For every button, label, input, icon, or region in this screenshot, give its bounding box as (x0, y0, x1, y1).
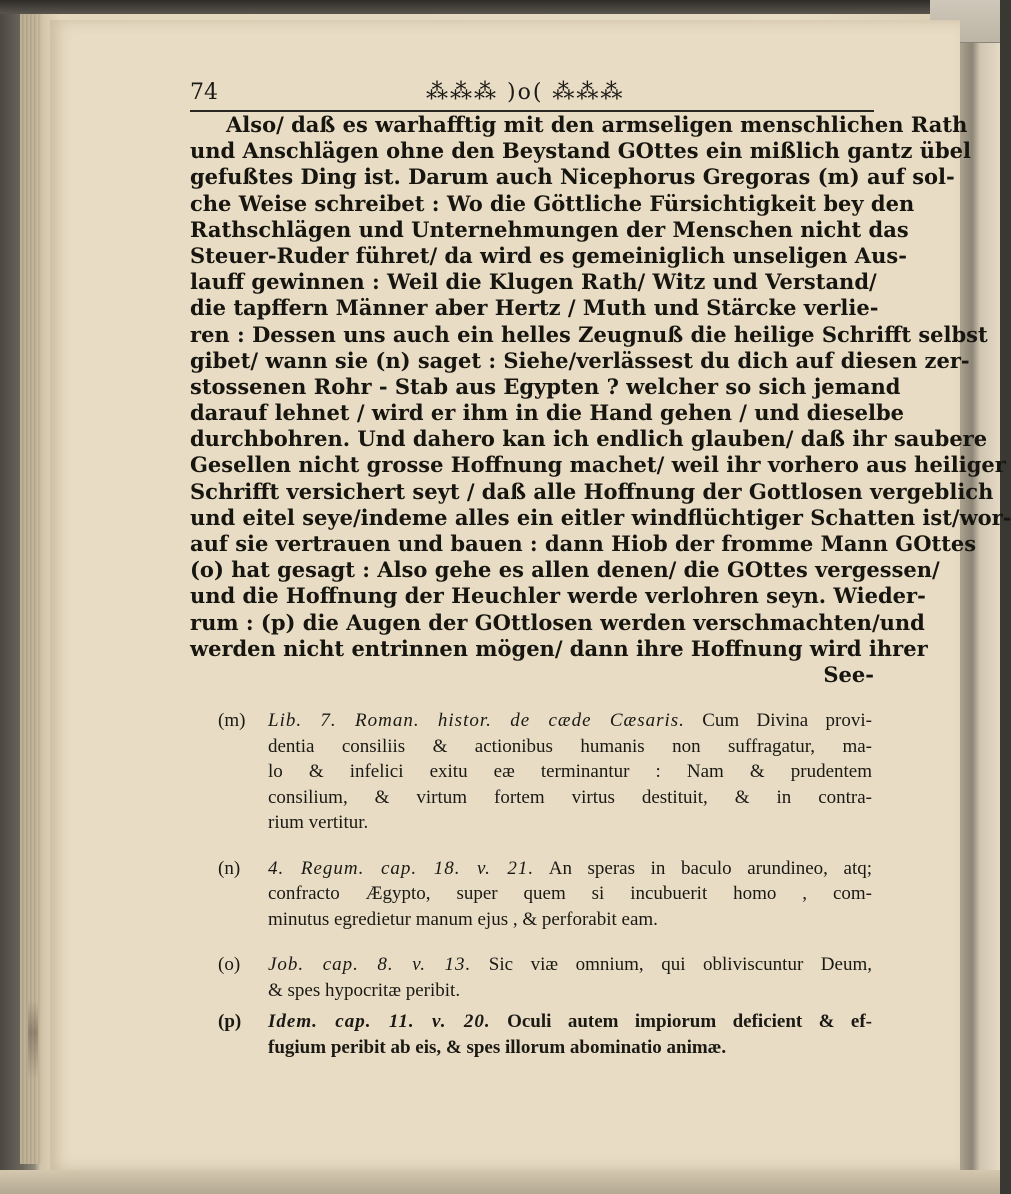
footnote-line: consilium, & virtum fortem virtus destituit, & in contra- (268, 786, 872, 808)
text-line: darauf lehnet / wird er ihm in die Hand gehen / und dieselbe (190, 400, 905, 426)
text-line: und Anschlägen ohne den Beystand GOttes ein mißlich gantz übel (190, 138, 972, 164)
footnote-m (218, 708, 872, 836)
footnote-line: fugium peribit ab eis, & spes illorum abominatio animæ. (268, 1036, 727, 1058)
main-text (190, 112, 1011, 688)
text-line: gefußtes Ding ist. Darum auch Nicephorus Gregoras (m) auf sol- (190, 164, 955, 190)
footnote-line: minutus egredietur manum ejus , & perforabit eam. (268, 908, 658, 930)
text-line: Rathschlägen und Unternehmungen der Menschen nicht das (190, 216, 909, 242)
text-line: die tapffern Männer aber Hertz / Muth und Stärcke verlie- (190, 295, 879, 321)
text-line: und eitel seye/indeme alles ein eitler windflüchtiger Schatten ist/wor- (190, 504, 1011, 530)
text-line: stossenen Rohr - Stab aus Egypten ? welcher so sich jemand (190, 373, 901, 399)
text-line: Schrifft versichert seyt / daß alle Hoffnung der Gottlosen vergeblich (190, 478, 994, 504)
footnote-o (218, 952, 872, 1003)
page-number: 74 (190, 80, 218, 105)
page-stack-edges (20, 14, 42, 1164)
text-line: (o) hat gesagt : Also gehe es allen denen/ die GOttes vergessen/ (190, 557, 940, 583)
margin-stain (28, 1000, 38, 1080)
text-line: auf sie vertrauen und bauen : dann Hiob der fromme Mann GOttes (190, 531, 977, 556)
top-shadow (0, 0, 1000, 14)
footnote-citation: 4. Regum. cap. 18. v. 21. (268, 857, 535, 879)
footnote-line: confracto Ægypto, super quem si incubuerit homo , com- (268, 883, 872, 904)
running-header (190, 80, 874, 114)
footnote-line: Sic viæ omnium, qui obliviscuntur Deum, (488, 954, 872, 975)
text-line: und die Hoffnung der Heuchler werde verlohren seyn. Wieder- (190, 583, 926, 609)
footnote-line: dentia consiliis & actionibus humanis non suffragatur, ma- (268, 735, 872, 757)
footnote-mark: (o) (218, 954, 241, 975)
text-line: Also/ daß es warhafftig mit den armseligen menschlichen Rath (226, 112, 968, 137)
footnote-p (218, 1009, 872, 1060)
footnote-citation: Idem. cap. 11. v. 20. (268, 1011, 491, 1032)
text-line: werden nicht entrinnen mögen/ dann ihre Hoffnung wird ihrer (190, 635, 928, 661)
footnotes (218, 708, 872, 1080)
footnote-line: Oculi autem impiorum deficient & ef- (507, 1011, 873, 1032)
text-line: Gesellen nicht grosse Hoffnung machet/ weil ihr vorhero aus heiliger (190, 452, 1006, 478)
footnote-mark: (n) (218, 857, 241, 879)
footnote-line: lo & infelici exitu eæ terminantur : Nam & prudentem (268, 761, 872, 782)
header-ornament: ⁂⁂⁂ )o( ⁂⁂⁂ (426, 80, 625, 105)
text-line: durchbohren. Und dahero kan ich endlich glauben/ daß ihr saubere (190, 426, 988, 452)
text-line: lauff gewinnen : Weil die Klugen Rath/ Witz und Verstand/ (190, 269, 877, 295)
footnote-line: & spes hypocritæ peribit. (268, 979, 461, 1001)
bottom-shadow (0, 1170, 1000, 1194)
text-line: che Weise schreibet : Wo die Göttliche Fürsichtigkeit bey den (190, 190, 915, 216)
footnote-line: rium vertitur. (268, 812, 369, 833)
footnote-citation: Lib. 7. Roman. histor. de cæde Cæsaris. (268, 710, 685, 731)
footnote-line: An speras in baculo arundineo, atq; (548, 857, 873, 879)
text-line: Steuer-Ruder führet/ da wird es gemeiniglich unseligen Aus- (190, 242, 907, 268)
footnote-n (218, 856, 872, 933)
footnote-line: Cum Divina provi- (702, 710, 872, 731)
catchword: See- (823, 661, 874, 687)
text-line: ren : Dessen uns auch ein helles Zeugnuß die heilige Schrifft selbst (190, 321, 988, 347)
footnote-mark: (p) (218, 1011, 242, 1032)
text-line: rum : (p) die Augen der GOttlosen werden verschmachten/und (190, 609, 925, 635)
footnote-mark: (m) (218, 710, 246, 731)
text-line: gibet/ wann sie (n) saget : Siehe/verlässest du dich auf diesen zer- (190, 347, 970, 373)
footnote-citation: Job. cap. 8. v. 13. (268, 954, 472, 975)
